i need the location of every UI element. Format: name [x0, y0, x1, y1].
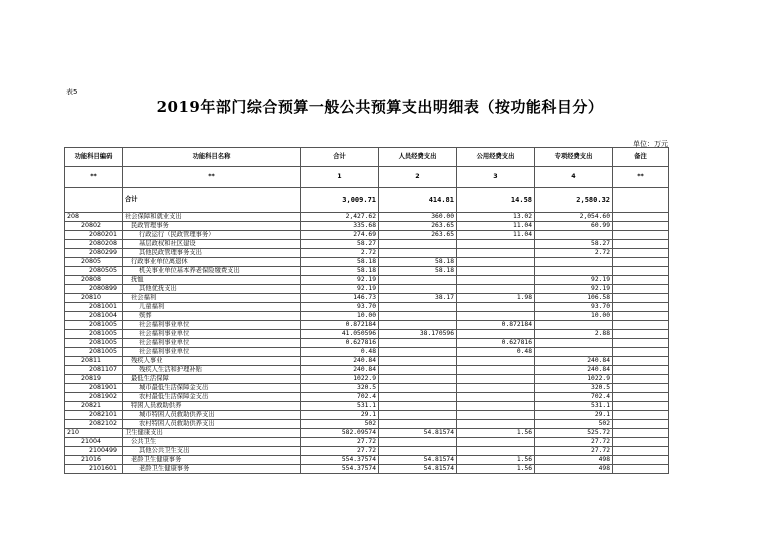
- row-personnel: [379, 402, 457, 411]
- row-code: 2080208: [65, 240, 123, 249]
- table-row: [65, 267, 669, 276]
- row-public: [457, 438, 535, 447]
- row-special: [535, 321, 613, 330]
- row-public: [457, 411, 535, 420]
- row-public: 1.56: [457, 456, 535, 465]
- header-total: 合计: [301, 148, 379, 167]
- row-note: [613, 348, 669, 357]
- row-special: 93.70: [535, 303, 613, 312]
- header-special: 专项经费支出: [535, 148, 613, 167]
- marker-code: **: [65, 167, 123, 188]
- row-code: 2101601: [65, 465, 123, 474]
- row-code: 20810: [65, 294, 123, 303]
- row-name: 社会保障和就业支出: [123, 213, 301, 222]
- row-total: 554.37574: [301, 456, 379, 465]
- table-row: [65, 294, 669, 303]
- row-special: 320.5: [535, 384, 613, 393]
- summary-total: 3,009.71: [301, 188, 379, 213]
- row-personnel: [379, 312, 457, 321]
- row-special: [535, 348, 613, 357]
- row-special: [535, 267, 613, 276]
- row-total: 702.4: [301, 393, 379, 402]
- row-note: [613, 258, 669, 267]
- row-special: 2.88: [535, 330, 613, 339]
- row-code: 20802: [65, 222, 123, 231]
- row-name: 其他优抚支出: [123, 285, 301, 294]
- row-personnel: 58.18: [379, 267, 457, 276]
- row-public: [457, 402, 535, 411]
- row-personnel: [379, 393, 457, 402]
- row-code: 20805: [65, 258, 123, 267]
- row-special: 58.27: [535, 240, 613, 249]
- row-name: 城市特困人员救助供养支出: [123, 411, 301, 420]
- row-personnel: [379, 240, 457, 249]
- row-personnel: [379, 438, 457, 447]
- table-row: [65, 420, 669, 429]
- table-row: [65, 258, 669, 267]
- row-public: [457, 330, 535, 339]
- row-personnel: [379, 420, 457, 429]
- table-row: [65, 456, 669, 465]
- row-note: [613, 222, 669, 231]
- row-total: 92.19: [301, 276, 379, 285]
- row-name: 社会福利事业单位: [123, 321, 301, 330]
- row-public: [457, 447, 535, 456]
- table-row: [65, 438, 669, 447]
- row-name: 行政运行（民政管理事务）: [123, 231, 301, 240]
- row-personnel: [379, 285, 457, 294]
- row-name: 儿童福利: [123, 303, 301, 312]
- row-note: [613, 411, 669, 420]
- row-total: 2,427.62: [301, 213, 379, 222]
- row-public: 0.627816: [457, 339, 535, 348]
- row-personnel: [379, 447, 457, 456]
- row-public: [457, 384, 535, 393]
- row-total: 240.84: [301, 357, 379, 366]
- column-index-row: [65, 167, 669, 188]
- row-code: 2100499: [65, 447, 123, 456]
- summary-note: [613, 188, 669, 213]
- row-name: 抚恤: [123, 276, 301, 285]
- row-total: 58.18: [301, 258, 379, 267]
- table-row: [65, 393, 669, 402]
- row-total: 502: [301, 420, 379, 429]
- row-personnel: [379, 411, 457, 420]
- marker-name: **: [123, 167, 301, 188]
- row-name: 社会福利事业单位: [123, 339, 301, 348]
- row-name: 农村特困人员救助供养支出: [123, 420, 301, 429]
- row-total: 554.37574: [301, 465, 379, 474]
- row-code: 2080299: [65, 249, 123, 258]
- row-public: [457, 420, 535, 429]
- row-public: 0.872184: [457, 321, 535, 330]
- table-row: [65, 429, 669, 438]
- table-row: [65, 375, 669, 384]
- marker-note: **: [613, 167, 669, 188]
- row-name: 卫生健康支出: [123, 429, 301, 438]
- row-public: 0.48: [457, 348, 535, 357]
- row-code: 2081005: [65, 339, 123, 348]
- header-note: 备注: [613, 148, 669, 167]
- row-note: [613, 447, 669, 456]
- row-personnel: [379, 366, 457, 375]
- row-name: 民政管理事务: [123, 222, 301, 231]
- row-special: 240.84: [535, 357, 613, 366]
- table-row: [65, 384, 669, 393]
- row-public: [457, 258, 535, 267]
- header-row: [65, 148, 669, 167]
- table-row: [65, 213, 669, 222]
- row-code: 2081901: [65, 384, 123, 393]
- summary-personnel: 414.81: [379, 188, 457, 213]
- row-note: [613, 249, 669, 258]
- row-personnel: 54.81574: [379, 465, 457, 474]
- row-public: [457, 303, 535, 312]
- row-special: 2.72: [535, 249, 613, 258]
- row-note: [613, 285, 669, 294]
- row-public: 11.04: [457, 222, 535, 231]
- row-name: 老龄卫生健康事务: [123, 456, 301, 465]
- marker-special: 4: [535, 167, 613, 188]
- row-note: [613, 339, 669, 348]
- row-name: 行政事业单位离退休: [123, 258, 301, 267]
- marker-personnel: 2: [379, 167, 457, 188]
- row-public: [457, 240, 535, 249]
- row-total: 2.72: [301, 249, 379, 258]
- row-note: [613, 357, 669, 366]
- row-public: 11.04: [457, 231, 535, 240]
- row-special: 498: [535, 456, 613, 465]
- row-personnel: 263.65: [379, 231, 457, 240]
- row-note: [613, 456, 669, 465]
- row-name: 机关事业单位基本养老保险缴费支出: [123, 267, 301, 276]
- table-row: [65, 411, 669, 420]
- row-personnel: [379, 249, 457, 258]
- row-code: 2081902: [65, 393, 123, 402]
- page-label: 表5: [66, 88, 78, 96]
- row-special: 502: [535, 420, 613, 429]
- row-code: 2081005: [65, 321, 123, 330]
- row-public: [457, 267, 535, 276]
- row-personnel: [379, 357, 457, 366]
- row-special: 60.99: [535, 222, 613, 231]
- row-personnel: 54.81574: [379, 429, 457, 438]
- row-total: 582.09574: [301, 429, 379, 438]
- table-row: [65, 339, 669, 348]
- row-name: 农村最低生活保障金支出: [123, 393, 301, 402]
- row-code: 2081107: [65, 366, 123, 375]
- row-total: 335.68: [301, 222, 379, 231]
- row-name: 特困人员救助供养: [123, 402, 301, 411]
- table-row: [65, 240, 669, 249]
- row-code: 210: [65, 429, 123, 438]
- row-personnel: [379, 303, 457, 312]
- summary-row: [65, 188, 669, 213]
- marker-public: 3: [457, 167, 535, 188]
- row-code: 21004: [65, 438, 123, 447]
- row-note: [613, 375, 669, 384]
- row-public: [457, 249, 535, 258]
- row-total: 531.1: [301, 402, 379, 411]
- row-total: 58.18: [301, 267, 379, 276]
- row-code: 208: [65, 213, 123, 222]
- row-code: 2082101: [65, 411, 123, 420]
- row-personnel: [379, 375, 457, 384]
- table-row: [65, 285, 669, 294]
- summary-code: [65, 188, 123, 213]
- row-special: 240.84: [535, 366, 613, 375]
- row-name: 其他公共卫生支出: [123, 447, 301, 456]
- row-total: 27.72: [301, 447, 379, 456]
- row-special: 498: [535, 465, 613, 474]
- row-special: 702.4: [535, 393, 613, 402]
- row-total: 41.050596: [301, 330, 379, 339]
- row-special: 531.1: [535, 402, 613, 411]
- row-note: [613, 330, 669, 339]
- header-personnel: 人员经费支出: [379, 148, 457, 167]
- row-public: [457, 276, 535, 285]
- row-code: 2081005: [65, 348, 123, 357]
- row-note: [613, 438, 669, 447]
- row-code: 20821: [65, 402, 123, 411]
- row-name: 残疾人生活和护理补贴: [123, 366, 301, 375]
- row-total: 146.73: [301, 294, 379, 303]
- table-row: [65, 222, 669, 231]
- row-personnel: [379, 339, 457, 348]
- row-total: 1022.9: [301, 375, 379, 384]
- row-note: [613, 303, 669, 312]
- row-name: 最低生活保障: [123, 375, 301, 384]
- row-note: [613, 267, 669, 276]
- table-row: [65, 465, 669, 474]
- row-public: 1.98: [457, 294, 535, 303]
- row-special: [535, 231, 613, 240]
- row-special: [535, 258, 613, 267]
- marker-total: 1: [301, 167, 379, 188]
- row-name: 社会福利: [123, 294, 301, 303]
- row-total: 58.27: [301, 240, 379, 249]
- row-total: 92.19: [301, 285, 379, 294]
- row-code: 20819: [65, 375, 123, 384]
- row-public: 1.56: [457, 429, 535, 438]
- row-special: 27.72: [535, 447, 613, 456]
- row-total: 27.72: [301, 438, 379, 447]
- table-row: [65, 276, 669, 285]
- row-total: 29.1: [301, 411, 379, 420]
- header-code: 功能科目编码: [65, 148, 123, 167]
- budget-table: [64, 147, 669, 474]
- row-name: 殡葬: [123, 312, 301, 321]
- row-personnel: 38.170596: [379, 330, 457, 339]
- row-code: 2081005: [65, 330, 123, 339]
- unit-label: 单位：万元: [633, 140, 668, 148]
- row-public: [457, 366, 535, 375]
- table-row: [65, 348, 669, 357]
- table-row: [65, 447, 669, 456]
- row-public: [457, 285, 535, 294]
- row-special: 29.1: [535, 411, 613, 420]
- row-code: 21016: [65, 456, 123, 465]
- row-total: 274.69: [301, 231, 379, 240]
- row-code: 2081004: [65, 312, 123, 321]
- header-public: 公用经费支出: [457, 148, 535, 167]
- row-note: [613, 384, 669, 393]
- row-note: [613, 312, 669, 321]
- row-code: 2080505: [65, 267, 123, 276]
- summary-public: 14.58: [457, 188, 535, 213]
- row-name: 残疾人事业: [123, 357, 301, 366]
- row-personnel: 360.00: [379, 213, 457, 222]
- row-note: [613, 465, 669, 474]
- row-note: [613, 276, 669, 285]
- row-special: 525.72: [535, 429, 613, 438]
- table-row: [65, 321, 669, 330]
- row-total: 93.70: [301, 303, 379, 312]
- row-special: 2,054.60: [535, 213, 613, 222]
- row-personnel: 263.65: [379, 222, 457, 231]
- row-code: 2080201: [65, 231, 123, 240]
- row-public: [457, 357, 535, 366]
- row-note: [613, 402, 669, 411]
- row-total: 320.5: [301, 384, 379, 393]
- table-row: [65, 231, 669, 240]
- row-special: 92.19: [535, 285, 613, 294]
- table-row: [65, 357, 669, 366]
- row-public: 13.02: [457, 213, 535, 222]
- row-note: [613, 231, 669, 240]
- row-total: 240.84: [301, 366, 379, 375]
- row-total: 0.872184: [301, 321, 379, 330]
- header-name: 功能科目名称: [123, 148, 301, 167]
- row-personnel: 54.81574: [379, 456, 457, 465]
- row-personnel: 58.18: [379, 258, 457, 267]
- summary-label: 合计: [123, 188, 301, 213]
- row-note: [613, 393, 669, 402]
- row-special: 1022.9: [535, 375, 613, 384]
- summary-special: 2,580.32: [535, 188, 613, 213]
- row-code: 2081001: [65, 303, 123, 312]
- row-public: 1.56: [457, 465, 535, 474]
- table-row: [65, 366, 669, 375]
- row-total: 10.00: [301, 312, 379, 321]
- row-code: 20808: [65, 276, 123, 285]
- row-total: 0.627816: [301, 339, 379, 348]
- table-row: [65, 303, 669, 312]
- table-row: [65, 312, 669, 321]
- row-public: [457, 375, 535, 384]
- document-title: 2019年部门综合预算一般公共预算支出明细表（按功能科目分）: [156, 98, 604, 116]
- row-note: [613, 420, 669, 429]
- row-note: [613, 321, 669, 330]
- row-special: 106.58: [535, 294, 613, 303]
- row-note: [613, 213, 669, 222]
- row-name: 公共卫生: [123, 438, 301, 447]
- row-special: 92.19: [535, 276, 613, 285]
- row-special: [535, 339, 613, 348]
- row-public: [457, 393, 535, 402]
- row-personnel: [379, 276, 457, 285]
- row-name: 老龄卫生健康事务: [123, 465, 301, 474]
- row-code: 2080899: [65, 285, 123, 294]
- row-note: [613, 429, 669, 438]
- table-row: [65, 330, 669, 339]
- row-special: 10.00: [535, 312, 613, 321]
- row-personnel: [379, 321, 457, 330]
- row-personnel: [379, 384, 457, 393]
- row-note: [613, 294, 669, 303]
- row-name: 其他民政管理事务支出: [123, 249, 301, 258]
- row-name: 社会福利事业单位: [123, 348, 301, 357]
- row-code: 2082102: [65, 420, 123, 429]
- row-personnel: [379, 348, 457, 357]
- row-public: [457, 312, 535, 321]
- table-row: [65, 402, 669, 411]
- row-code: 20811: [65, 357, 123, 366]
- table-row: [65, 249, 669, 258]
- row-name: 社会福利事业单位: [123, 330, 301, 339]
- row-personnel: 38.17: [379, 294, 457, 303]
- row-special: 27.72: [535, 438, 613, 447]
- row-name: 基层政权和社区建设: [123, 240, 301, 249]
- row-note: [613, 240, 669, 249]
- row-note: [613, 366, 669, 375]
- row-total: 0.48: [301, 348, 379, 357]
- row-name: 城市最低生活保障金支出: [123, 384, 301, 393]
